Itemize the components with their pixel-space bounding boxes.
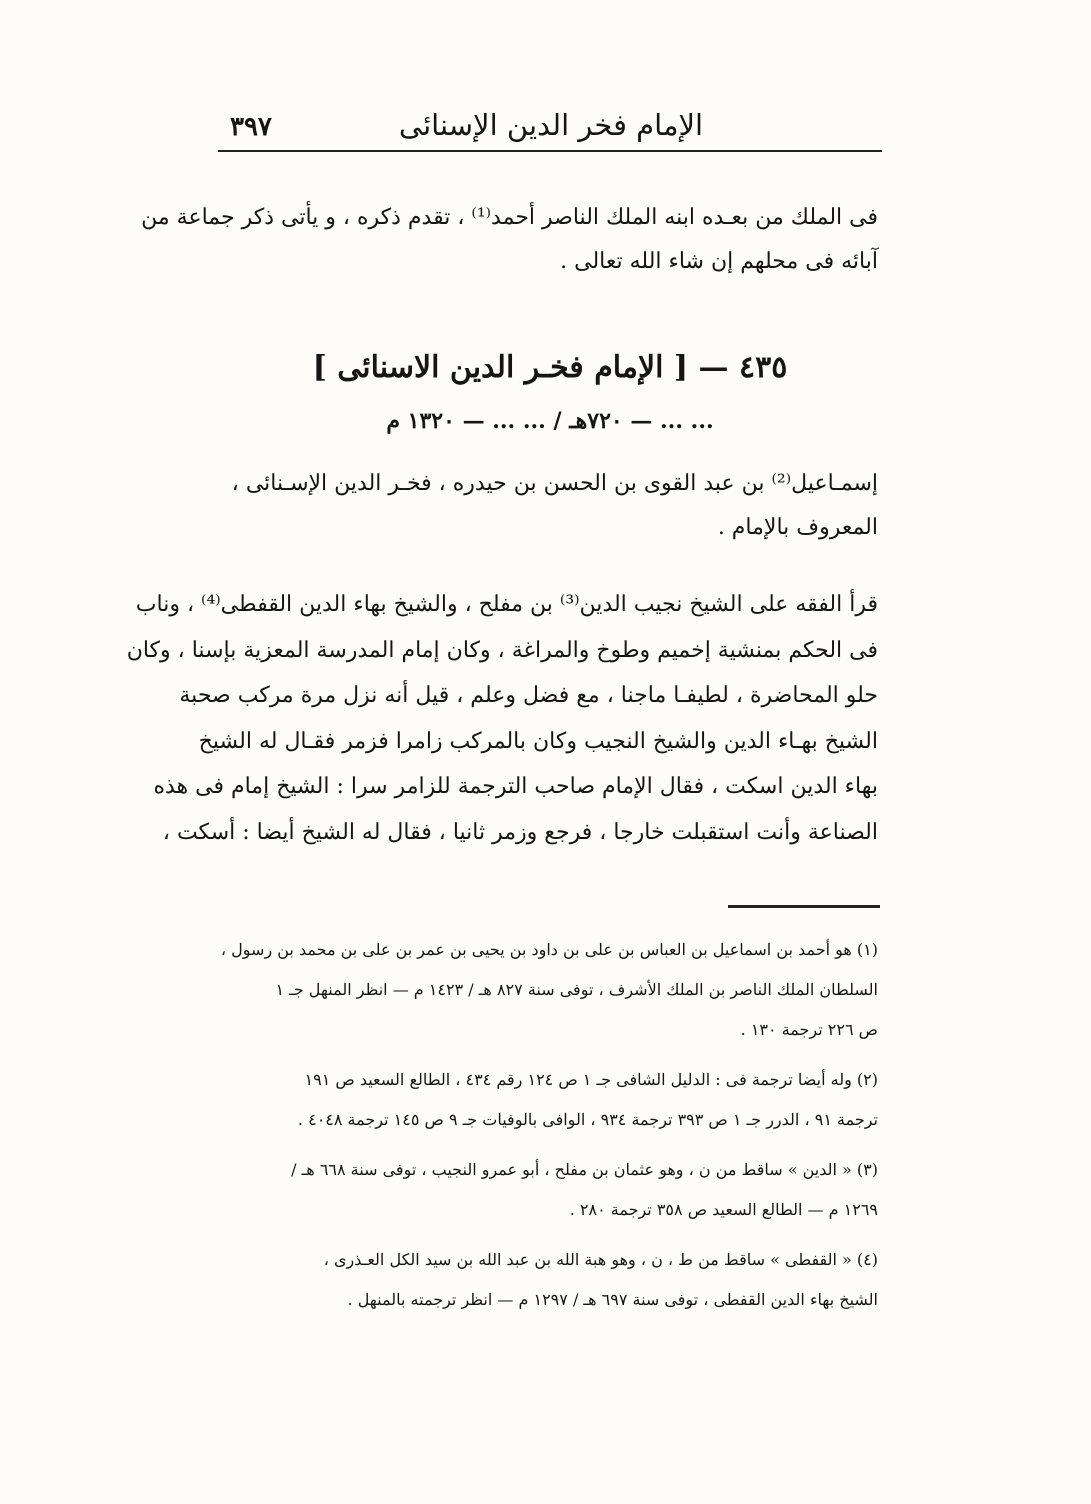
footnote-2 [222,1060,878,1140]
footnote-4 [222,1240,878,1320]
text-line: آبائه فى محلهم إن شاء الله تعالى . [560,249,878,274]
intro-paragraph [141,196,878,284]
page-header [222,108,880,148]
footnote-line: ترجمة ٩١ ، الدرر جـ ١ ص ٣٩٣ ترجمة ٩٣٤ ، الوافى بالوفيات جـ ٩ ص ١٤٥ ترجمة ٤٠٤٨ . [297,1110,878,1129]
footnote-line: الشيخ بهاء الدين القفطى ، توفى سنة ٦٩٧ هـ / ١٢٩٧ م — انظر ترجمته بالمنهل . [347,1290,878,1309]
text-line: فى الملك من بعـده ابنه الملك الناصر أحمد⁽¹⁾ ، تقدم ذكره ، و يأتى ذكر جماعة من [141,205,878,230]
footnote-line: (٣) « الدين » ساقط من ن ، وهو عثمان بن مفلح ، أبو عمرو النجيب ، توفى سنة ٦٦٨ هـ / [291,1160,878,1179]
footnote-line: السلطان الملك الناصر بن الملك الأشرف ، توفى سنة ٨٢٧ هـ / ١٤٢٣ م — انظر المنهل جـ ١ [275,980,878,999]
body-paragraph [126,582,878,855]
entry-heading: ٤٣٥ — [ الإمام فخـر الدين الاسنائى ] [312,350,788,385]
text-line: الصناعة وأنت استقبلت خارجا ، فرجع وزمر ثانيا ، فقال له الشيخ أيضا : أسكت ، [162,819,878,845]
footnote-1 [222,930,878,1050]
footnote-line: (٢) وله أيضا ترجمة فى : الدليل الشافى جـ ١ ص ١٢٤ رقم ٤٣٤ ، الطالع السعيد ص ١٩١ [304,1070,878,1089]
footnote-line: (١) هو أحمد بن اسماعيل بن العباس بن على بن داود بن يحيى بن عمر بن على بن محمد بن رسول ، [220,940,878,959]
text-line: بهاء الدين اسكت ، فقال الإمام صاحب الترجمة للزامر سرا : الشيخ إمام فى هذه [153,774,878,799]
header-rule [218,150,882,152]
footnote-line: ص ٢٢٦ ترجمة ١٣٠ . [740,1020,878,1039]
footnote-3 [222,1150,878,1230]
footnotes [222,930,878,1320]
footnote-rule [728,905,880,908]
text-line: إسمـاعيل⁽²⁾ بن عبد القوى بن الحسن بن حيدره ، فخـر الدين الإسـنائى ، [231,471,878,496]
text-line: قرأ الفقه على الشيخ نجيب الدين⁽³⁾ بن مفلح ، والشيخ بهاء الدين القفطى⁽⁴⁾ ، وناب [135,592,878,617]
running-title: الإمام فخر الدين الإسنائى [398,108,704,142]
page-number: ٣٩٧ [230,112,272,142]
footnote-line: (٤) « القفطى » ساقط من ط ، ن ، وهو هبة الله بن عبد الله بن سيد الكل العـذرى ، [323,1250,878,1269]
text-line: الشيخ بهـاء الدين والشيخ النجيب وكان بالمركب زامرا فزمر فقـال له الشيخ [198,728,878,754]
text-line: حلو المحاضرة ، لطيفـا ماجنا ، مع فضل وعلم ، قيل أنه نزل مرة مركب صحبة [179,683,878,708]
footnote-line: ١٢٦٩ م — الطالع السعيد ص ٣٥٨ ترجمة ٢٨٠ . [569,1200,878,1219]
entry-dates: ... ... — ٧٢٠هـ / ... ... — ١٣٢٠ م [386,408,714,434]
name-paragraph [222,462,878,550]
text-line: فى الحكم بمنشية إخميم وطوخ والمراغة ، وكان إمام المدرسة المعزية بإسنا ، وكان [126,637,878,663]
text-line: المعروف بالإمام . [717,515,878,540]
